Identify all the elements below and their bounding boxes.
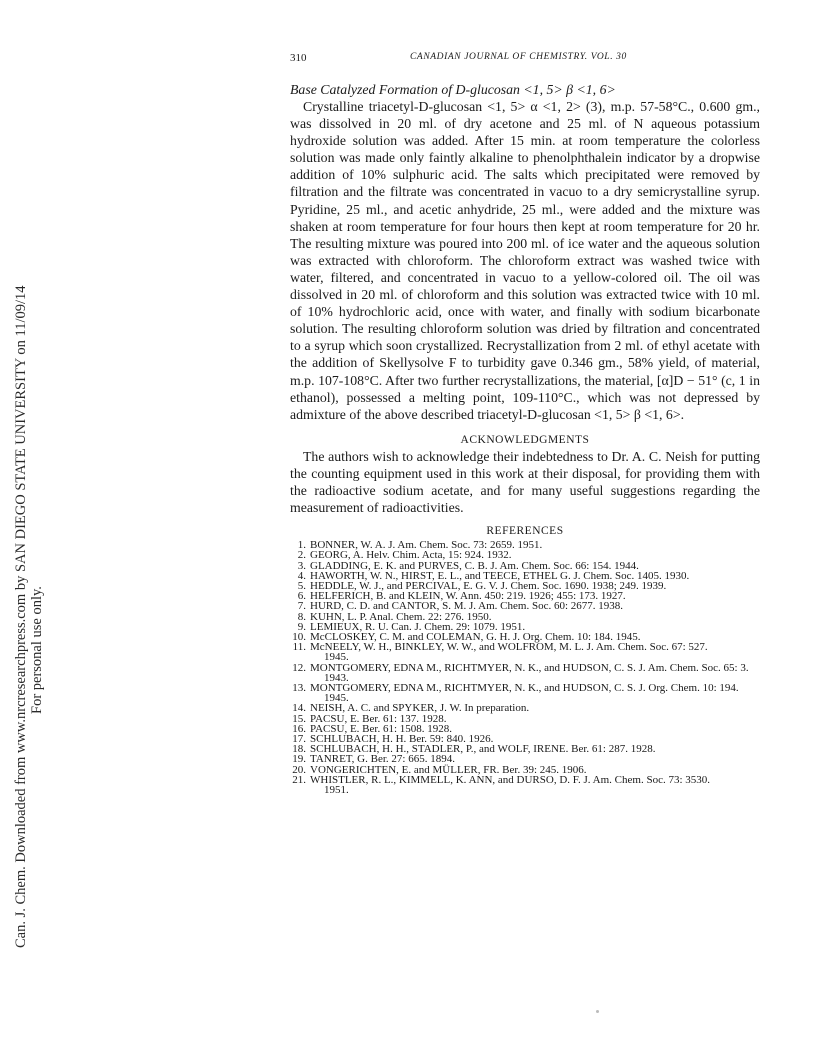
- reference-number: 8.: [297, 610, 306, 623]
- reference-number: 12.: [292, 661, 306, 674]
- reference-number: 19.: [292, 753, 306, 766]
- reference-text: HELFERICH, B. and KLEIN, W. Ann. 450: 219. 1926; 455: 173. 1927.: [310, 590, 626, 603]
- reference-number: 6.: [297, 590, 306, 603]
- reference-text: KUHN, L. P. Anal. Chem. 22: 276. 1950.: [310, 610, 492, 623]
- reference-text: PACSU, E. Ber. 61: 137. 1928.: [310, 712, 447, 725]
- reference-number: 17.: [292, 733, 306, 746]
- reference-item: [290, 642, 760, 662]
- references-heading: REFERENCES: [486, 525, 564, 538]
- scan-speck: [596, 1010, 599, 1013]
- reference-text: HURD, C. D. and CANTOR, S. M. J. Am. Chem. Soc. 60: 2677. 1938.: [310, 600, 624, 613]
- reference-text: TANRET, G. Ber. 27: 665. 1894.: [310, 753, 455, 766]
- reference-text: LEMIEUX, R. U. Can. J. Chem. 29: 1079. 1951.: [310, 620, 526, 633]
- reference-text: NEISH, A. C. and SPYKER, J. W. In preparation.: [310, 702, 530, 715]
- reference-number: 16.: [292, 722, 306, 735]
- watermark-svg: [12, 120, 48, 950]
- reference-number: 9.: [297, 620, 306, 633]
- acknowledgments-heading: ACKNOWLEDGMENTS: [460, 433, 590, 446]
- reference-text: GLADDING, E. K. and PURVES, C. B. J. Am. Chem. Soc. 66: 154. 1944.: [310, 559, 639, 572]
- reference-text: BONNER, W. A. J. Am. Chem. Soc. 73: 2659. 1951.: [310, 539, 543, 552]
- journal-page: [290, 52, 760, 795]
- reference-number: 1.: [297, 539, 306, 552]
- reference-continuation: 1951.: [324, 784, 349, 797]
- reference-item: [290, 775, 760, 795]
- reference-number: 18.: [292, 743, 306, 756]
- reference-number: 14.: [292, 702, 306, 715]
- download-watermark: [12, 120, 48, 950]
- reference-text: PACSU, E. Ber. 61: 1508. 1928.: [310, 722, 453, 735]
- reference-text: HAWORTH, W. N., HIRST, E. L., and TEECE, ETHEL G. J. Chem. Soc. 1405. 1930.: [310, 569, 690, 582]
- reference-number: 15.: [292, 712, 306, 725]
- reference-number: 21.: [292, 773, 306, 786]
- reference-number: 10.: [292, 630, 306, 643]
- acknowledgments-text: The authors wish to acknowledge their indebtedness to Dr. A. C. Neish for putting the counting equipment used in this work at their disposal, for providing them with the radioactive sodium acetate, and for many useful suggestions regarding the measurement of radioactivities.: [290, 448, 760, 516]
- reference-list: [290, 540, 760, 795]
- journal-title: CANADIAN JOURNAL OF CHEMISTRY. VOL. 30: [410, 52, 627, 62]
- reference-number: 7.: [297, 600, 306, 613]
- reference-text: MONTGOMERY, EDNA M., RICHTMYER, N. K., and HUDSON, C. S. J. Org. Chem. 10: 194.: [310, 682, 739, 694]
- reference-number: 3.: [297, 559, 306, 572]
- reference-text: WHISTLER, R. L., KIMMELL, K. ANN, and DURSO, D. F. J. Am. Chem. Soc. 73: 3530.: [310, 773, 711, 786]
- reference-text: McCLOSKEY, C. M. and COLEMAN, G. H. J. Org. Chem. 10: 184. 1945.: [310, 630, 641, 643]
- reference-number: 11.: [292, 641, 306, 654]
- body-paragraph: Crystalline triacetyl-D-glucosan <1, 5> α <1, 2> (3), m.p. 57-58°C., 0.600 gm., was dissolved in 20 ml. of dry acetone and 25 ml. of N aqueous potassium hydroxide solution was added. After 15 min. at room temperature the colorless solution was made only faintly alkaline to phenolphthalein indicator by a dropwise addition of 10% sulphuric acid. The salts which precipitated were removed by filtration and the filtrate was concentrated in vacuo to a dry semicrystalline syrup. Pyridine, 25 ml., and acetic anhydride, 25 ml., were added and the mixture was shaken at room temperature for four hours then kept at room temperature for 20 hr. The resulting mixture was poured into 200 ml. of ice water and the aqueous solution was extracted with chloroform. The chloroform extract was washed twice with water, filtered, and concentrated in vacuo to a yellow-colored oil. The oil was dissolved in 20 ml. of chloroform and this solution was extracted twice with 10 ml. of 10% hydrochloric acid, once with water, and finally with sodium bicarbonate solution. The resulting chloroform solution was dried by filtration and concentrated to a syrup which soon crystallized. Recrystallization from 2 ml. of ethyl acetate with the addition of Skellysolve F to turbidity gave 0.346 gm., 58% yield, of material, m.p. 107-108°C. After two further recrystallizations, the material, [α]D − 51° (c, 1 in ethanol), possessed a melting point, 109-110°C., which was not depressed by admixture of the above described triacetyl-D-glucosan <1, 5> β <1, 6>.: [290, 99, 760, 422]
- reference-text: GEORG, A. Helv. Chim. Acta, 15: 924. 1932.: [310, 549, 512, 562]
- reference-number: 4.: [297, 569, 306, 582]
- section-title: Base Catalyzed Formation of D-glucosan <1, 5> β <1, 6>: [290, 82, 616, 97]
- watermark-line-2: For personal use only.: [29, 586, 45, 714]
- page-number: 310: [290, 52, 307, 64]
- reference-item: [290, 663, 760, 683]
- reference-continuation: 1943.: [324, 671, 349, 684]
- watermark-line-1: Can. J. Chem. Downloaded from www.nrcresearchpress.com by SAN DIEGO STATE UNIVERSITY on 11/09/14: [13, 285, 29, 948]
- reference-number: 13.: [292, 682, 306, 694]
- reference-continuation: 1945.: [324, 651, 349, 664]
- reference-text: SCHLUBACH, H. H., STADLER, P., and WOLF, IRENE. Ber. 61: 287. 1928.: [310, 743, 656, 756]
- reference-text: MONTGOMERY, EDNA M., RICHTMYER, N. K., and HUDSON, C. S. J. Am. Chem. Soc. 65: 3.: [310, 661, 749, 674]
- reference-number: 2.: [297, 549, 306, 562]
- reference-number: 20.: [292, 763, 306, 776]
- reference-text: SCHLUBACH, H. H. Ber. 59: 840. 1926.: [310, 733, 494, 746]
- reference-item: [290, 683, 760, 703]
- reference-text: VONGERICHTEN, E. and MÜLLER, FR. Ber. 39: 245. 1906.: [310, 763, 587, 776]
- reference-text: McNEELY, W. H., BINKLEY, W. W., and WOLFROM, M. L. J. Am. Chem. Soc. 67: 527.: [310, 641, 708, 654]
- reference-continuation: 1945.: [324, 692, 349, 705]
- running-header: [290, 52, 760, 68]
- reference-number: 5.: [297, 579, 306, 592]
- reference-text: HEDDLE, W. J., and PERCIVAL, E. G. V. J. Chem. Soc. 1690. 1938; 249. 1939.: [310, 579, 667, 592]
